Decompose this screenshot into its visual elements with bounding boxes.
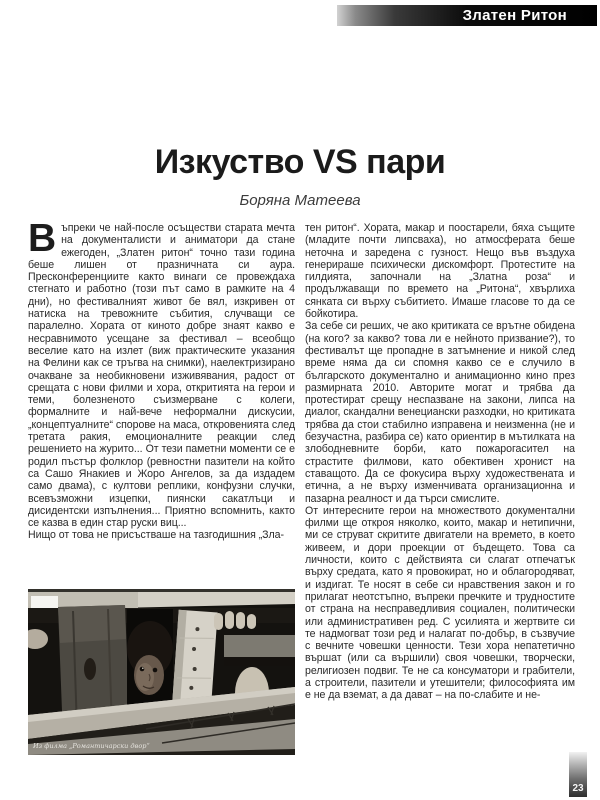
header-bar	[337, 5, 597, 26]
left-column	[28, 217, 295, 542]
page-number-tab	[569, 752, 587, 797]
fence-left-post-top	[58, 605, 126, 643]
fence-gap-light	[31, 596, 58, 609]
finger	[236, 612, 245, 629]
photo-child-behind-fence	[28, 589, 295, 755]
photo-illustration	[28, 589, 295, 755]
article-title: Изкуство VS пари	[154, 143, 446, 181]
right-column-paragraph-1: тен ритон“. Хората, макар и поостарели, бяха същите (младите почти липсваха), но атмосферата беше неточна и заредена с гузност. Нещо във въздуха генерираше психически дискомфорт. Протестите на гилдията, започнали на „Златна роза“ и продължаващи по времето на „Ритона“, хвърлиха сянката си върху събитието. Имаше гласове то да се бойкотира.	[305, 222, 575, 321]
finger	[225, 611, 234, 629]
child-eye-right	[153, 668, 158, 673]
fence-right-plank	[224, 635, 295, 657]
right-column	[305, 222, 575, 702]
finger	[214, 613, 223, 630]
left-column-paragraph-1	[28, 217, 295, 530]
finger	[247, 614, 256, 629]
left-column-text-1: ъпреки че най-после осъществи старата мечта на документалисти и аниматори да стане ежегоден, „Златен ритон“ точно тази година беше лишен от празничната си аура. Пресконференциите както винаги се провеждаха стегнато и работно (този път само в рамките на 4 дни), но фестивалният живот бе вял, изкривен от натиска на тревожните събития, случващи се паралелно. Хората от киното добре знаят какво е несравнимото усещане за фестивал – всеобщо веселие като на излет (виж практическите указания на Фелини как се тръгва на снимки), наелектризирано очакване за необикновени изживявания, радост от срещата с нови филми и хора, откритията на герои и теми, болезненото съизмерване с колеги, формалните и най-вече неформални дискусии, „концептуалните“ спорове на маса, откровенията след третата ракия, емоционалните реакции след решението на журито... От тези паметни моменти се е родил пъстър фолклор (ревностни пазители на който са Сашо Янакиев и Жоро Ангелов, за да издадем само двама), с култови реплики, конфузни случки, всевъзможни изцепки, пиянски сакатлъци и дисидентски изпълнения... Приятно вспомнить, както се казва в един стар руски виц...	[28, 222, 295, 530]
wood-knot	[84, 658, 96, 680]
photo-top-edge	[28, 589, 295, 592]
dropcap-letter: В	[28, 217, 57, 260]
photo-caption: Из филма „Романтичарски двор“	[33, 742, 150, 750]
left-column-paragraph-2: Нищо от това не присъстваше на тазгодишния „Зла-	[28, 529, 284, 542]
right-column-paragraph-3: От интересните герои на множеството документални филми ще откроя няколко, които, макар и нетипични, ми се струват скритите двигатели на времето, в което живеем, и дори проекции от бъдещето. Това са личности, които с действията си слагат отпечатък върху средата, като я провокират, но и облагородяват, и издигат. Те носят в себе си нравствения закон и го прилагат неотстъпно, въпреки пречките и трудностите от страна на несправедливия социален, политически или административен ред. С усилията и жертвите си те надмогват този ред и налагат по-добър, в съзвучие с вечните човешки ценности. Тези хора непатетично вършат (или са вършили) своя човешки, творчески, религиозен подвиг. Те не са консуматори и грабители, а строители, пазители и утешители; философията им е не да вземат, а да дават – на по-слабите и не-	[305, 504, 575, 702]
fence-right-gap	[224, 657, 295, 666]
page-number: 23	[572, 783, 584, 794]
article-author: Боряна Матеева	[239, 192, 361, 209]
right-column-paragraph-2: За себе си реших, че ако критиката се врътне обидена (на кого? за какво? това ли е нейното призвание?), то фестивалът ще пропадне в затъмнение и никой след време няма да си спомня какво се е случило в българското документално и анимационно кино през размирната 2010. Авторите могат и трябва да протестират срещу неспазване на закони, липса на диалог, скандални венециански разходки, но критиката трябва да стои стабилно изправена и неизменна (не и безучастна, разбира се) като ориентир в мътилката на злободневните борби, като пожарогасител на страстите филмови, като обективен хронист на ставащото. Да се фокусира върху художествената и етична, а не върху изменчивата организационна и пазарна реалност и да търси смислите.	[305, 320, 575, 505]
eye-glint	[142, 667, 144, 669]
child-eye-left	[140, 667, 145, 672]
festival-name-label: Златен Ритон	[462, 7, 567, 24]
